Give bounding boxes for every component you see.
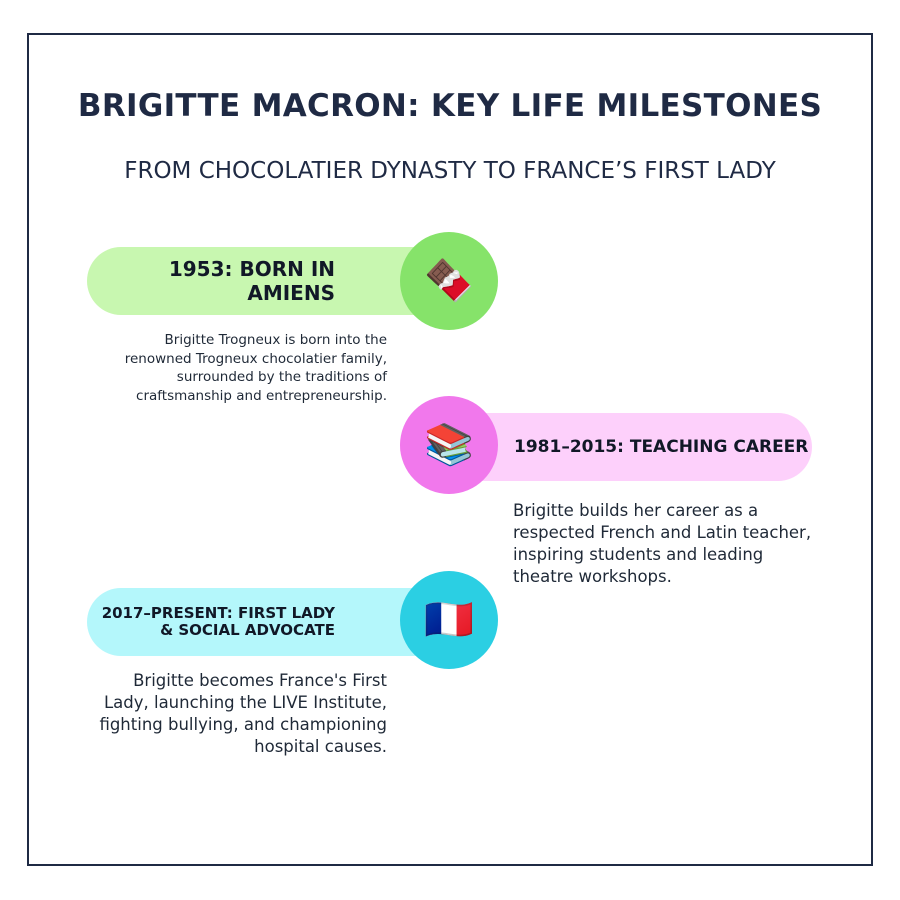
milestone-2-glyph: 📚 <box>424 422 474 468</box>
chocolate-bar-icon <box>400 232 498 330</box>
books-icon <box>400 396 498 494</box>
milestone-2-heading: 1981–2015: TEACHING CAREER <box>514 437 809 457</box>
page-subtitle: FROM CHOCOLATIER DYNASTY TO FRANCE’S FIRST LADY <box>124 158 776 184</box>
milestone-1-glyph: 🍫 <box>424 258 474 304</box>
milestone-3-description: Brigitte becomes France's First Lady, launching the LIVE Institute, fighting bullying, and championing hospital causes. <box>99 671 387 756</box>
milestone-1-pill <box>87 247 447 315</box>
milestone-3-heading: 2017–PRESENT: FIRST LADY & SOCIAL ADVOCATE <box>101 604 335 639</box>
page-title: BRIGITTE MACRON: KEY LIFE MILESTONES <box>77 88 823 124</box>
milestone-3-glyph: 🇫🇷 <box>424 597 474 643</box>
milestone-3-pill <box>87 588 447 656</box>
france-flag-icon <box>400 571 498 669</box>
milestone-2-description: Brigitte builds her career as a respected French and Latin teacher, inspiring students and leading theatre workshops. <box>513 501 812 586</box>
milestone-1-heading: 1953: BORN IN AMIENS <box>168 257 335 305</box>
milestone-1-description: Brigitte Trogneux is born into the renowned Trogneux chocolatier family, surrounded by the traditions of craftsmanship and entrepreneurship. <box>124 332 387 404</box>
